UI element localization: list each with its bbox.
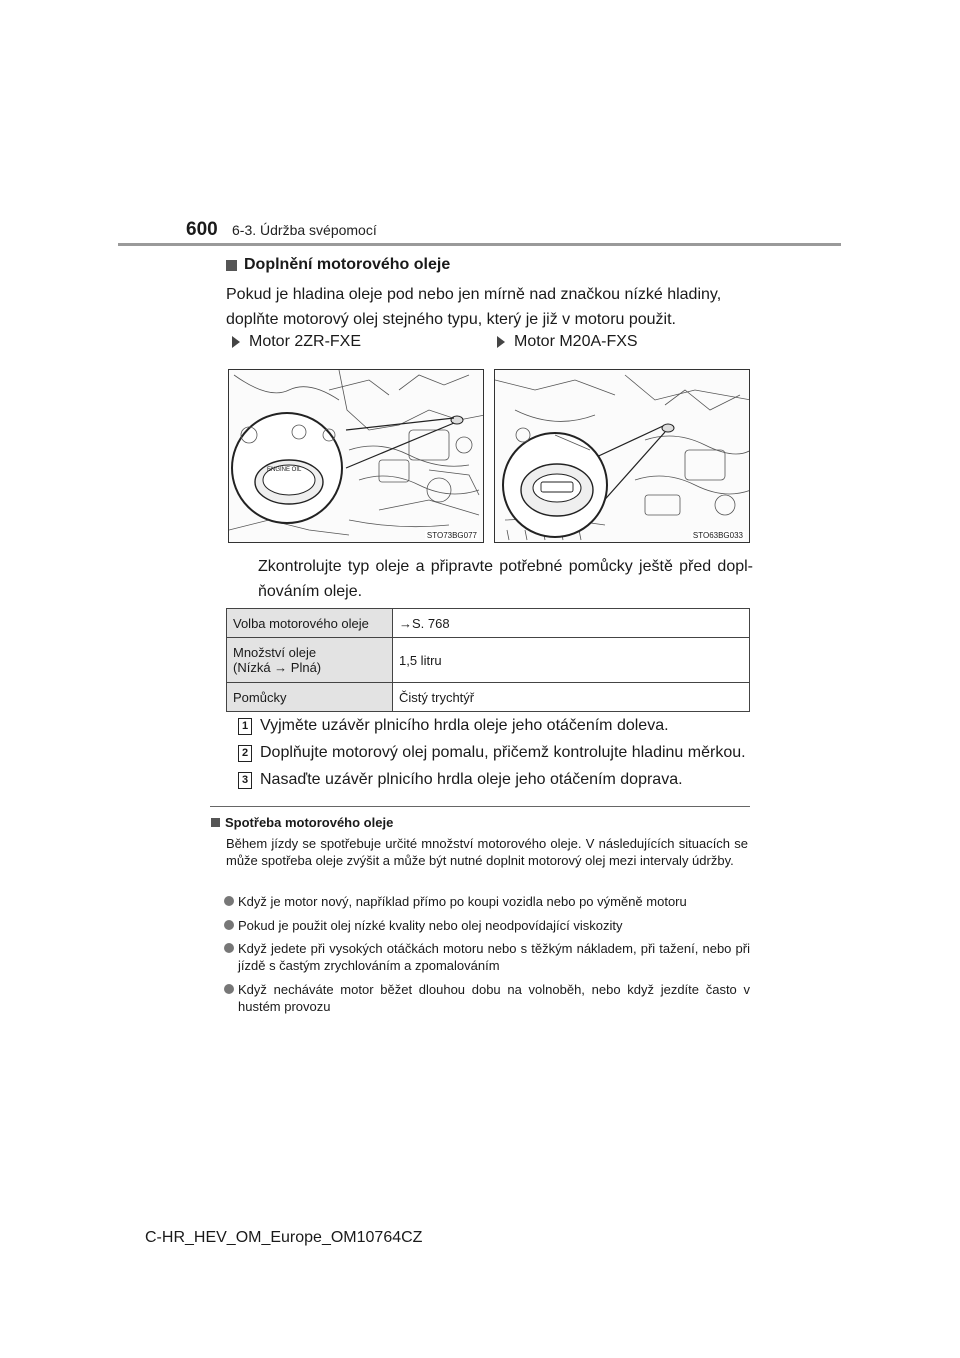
engine-bay-2zr-icon — [229, 370, 484, 543]
round-bullet-icon — [224, 984, 234, 994]
page-number: 600 — [186, 219, 218, 240]
list-item: Pokud je použit olej nízké kvality nebo olej neodpovídající viskozity — [224, 917, 750, 934]
variant-label-2zr: Motor 2ZR-FXE — [232, 333, 361, 351]
table-value: Čistý trychtýř — [393, 683, 750, 712]
section-label: 6-3. Údržba svépomocí — [232, 222, 377, 238]
cap-label: ENGINE OIL — [267, 467, 302, 473]
engine-illustration-2zr — [228, 369, 484, 543]
list-item: Když je motor nový, například přímo po koupi vozidla nebo po výměně motoru — [224, 893, 750, 910]
round-bullet-icon — [224, 943, 234, 953]
step-text: Vyjměte uzávěr plnicího hrdla oleje jeho otáčením doleva. — [260, 717, 669, 734]
document-id: C-HR_HEV_OM_Europe_OM10764CZ — [145, 1229, 423, 1246]
engine-illustration-m20a — [494, 369, 750, 543]
table-row — [227, 638, 750, 683]
step-item — [238, 717, 669, 735]
triangle-bullet-icon — [497, 336, 505, 348]
triangle-bullet-icon — [232, 336, 240, 348]
table-value-link[interactable]: →S. 768 — [393, 609, 750, 638]
square-bullet-icon — [226, 260, 237, 271]
preparation-note: Zkontrolujte typ oleje a připravte potřebné pomůcky ještě před dopl-ňováním oleje. — [258, 558, 753, 600]
section-heading — [226, 256, 450, 274]
info-heading: Spotřeba motorového oleje — [211, 815, 393, 830]
intro-paragraph: Pokud je hladina oleje pod nebo jen mírně nad značkou nízké hladiny, doplňte motorový olej stejného typu, který je již v motoru použit. — [226, 286, 722, 328]
list-item: Když necháváte motor běžet dlouhou dobu na volnoběh, nebo když jezdíte často v hustém provozu — [224, 981, 750, 1015]
table-row — [227, 609, 750, 638]
list-item: Když jedete při vysokých otáčkách motoru nebo s těžkým nákladem, při tažení, nebo při jízdě s častým zrychlováním a zpomalováním — [224, 940, 750, 974]
engine-bay-m20a-icon — [495, 370, 750, 543]
step-text: Doplňujte motorový olej pomalu, přičemž kontrolujte hladinu měrkou. — [260, 744, 746, 761]
header-divider — [118, 243, 841, 246]
info-body: Během jízdy se spotřebuje určité množství motorového oleje. V následujících situacích se může spotřeba oleje zvýšit a může být nutné doplnit motorový olej mezi intervaly údržby. — [226, 836, 748, 868]
step-number: 3 — [238, 772, 252, 789]
table-value: 1,5 litru — [393, 638, 750, 683]
spec-table — [226, 608, 750, 712]
section-heading-text: Doplnění motorového oleje — [244, 256, 451, 273]
figure-code: STO63BG033 — [692, 531, 743, 540]
round-bullet-icon — [224, 896, 234, 906]
section-divider — [210, 806, 750, 807]
table-key: Pomůcky — [227, 683, 393, 712]
step-number: 2 — [238, 745, 252, 762]
table-row — [227, 683, 750, 712]
square-bullet-icon — [211, 818, 220, 827]
step-number: 1 — [238, 718, 252, 735]
figure-code: STO73BG077 — [426, 531, 477, 540]
step-item — [238, 771, 683, 789]
step-item — [238, 744, 746, 762]
table-key: Množství oleje (Nízká → Plná) — [227, 638, 393, 683]
table-key: Volba motorového oleje — [227, 609, 393, 638]
step-text: Nasaďte uzávěr plnicího hrdla oleje jeho otáčením doprava. — [260, 771, 683, 788]
variant-label-m20a: Motor M20A-FXS — [497, 333, 638, 351]
round-bullet-icon — [224, 920, 234, 930]
